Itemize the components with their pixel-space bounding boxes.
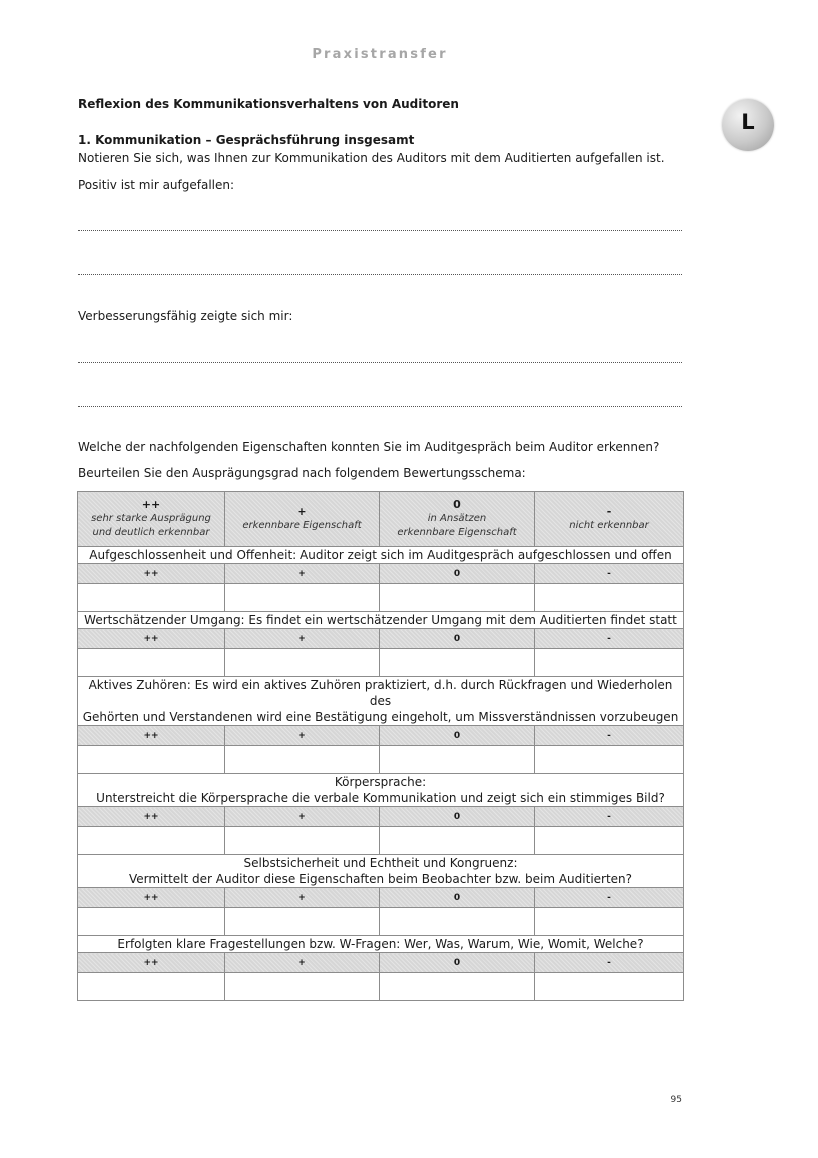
criterion-line: Aufgeschlossenheit und Offenheit: Auditor zeigt sich im Auditgespräch aufgeschlossen und offen [89, 548, 672, 562]
chapter-badge [722, 99, 774, 151]
rating-label: 0 [380, 564, 535, 584]
rating-label: + [225, 807, 380, 827]
scale-description: in Ansätzen [427, 513, 487, 524]
rating-label: + [225, 726, 380, 746]
rating-label: 0 [380, 807, 535, 827]
rating-label: - [535, 564, 684, 584]
scale-description: und deutlich erkennbar [92, 527, 210, 538]
answer-line[interactable] [78, 230, 682, 231]
rating-input-row [78, 649, 684, 677]
scale-header-cell [78, 492, 225, 547]
rating-label: ++ [78, 888, 225, 908]
rating-input-cell[interactable] [380, 746, 535, 774]
rating-label: + [225, 629, 380, 649]
answer-line[interactable] [78, 362, 682, 363]
question-text: Welche der nachfolgenden Eigenschaften konnten Sie im Auditgespräch beim Auditor erkennen? [78, 440, 660, 454]
scale-header-row [78, 492, 684, 547]
instruction-text: Notieren Sie sich, was Ihnen zur Kommunikation des Auditors mit dem Auditierten aufgefallen ist. [78, 151, 665, 165]
rating-label-row [78, 953, 684, 973]
criterion-row [78, 677, 684, 726]
rating-input-cell[interactable] [78, 973, 225, 1001]
rating-input-cell[interactable] [225, 827, 380, 855]
rating-label: 0 [380, 726, 535, 746]
criterion-line: Aktives Zuhören: Es wird ein aktives Zuhören praktiziert, d.h. durch Rückfragen und Wiederholen des [88, 678, 673, 708]
answer-line[interactable] [78, 406, 682, 407]
rating-input-cell[interactable] [535, 827, 684, 855]
rating-input-cell[interactable] [535, 908, 684, 936]
rating-label: - [535, 953, 684, 973]
scale-header-cell [380, 492, 535, 547]
rating-input-cell[interactable] [225, 908, 380, 936]
criterion-line: Selbstsicherheit und Echtheit und Kongruenz: [243, 856, 518, 870]
rating-label: ++ [78, 726, 225, 746]
rating-input-cell[interactable] [535, 973, 684, 1001]
rating-label: 0 [380, 888, 535, 908]
criterion-line: Körpersprache: [334, 775, 427, 789]
rating-label: + [225, 888, 380, 908]
scale-description: erkennbare Eigenschaft [397, 527, 517, 538]
rating-input-cell[interactable] [225, 973, 380, 1001]
rating-input-row [78, 973, 684, 1001]
rating-label-row [78, 888, 684, 908]
rating-input-cell[interactable] [78, 649, 225, 677]
rating-input-cell[interactable] [225, 649, 380, 677]
improvement-label: Verbesserungsfähig zeigte sich mir: [78, 309, 293, 323]
rating-label: ++ [78, 953, 225, 973]
criterion-row [78, 547, 684, 564]
scale-symbol: + [297, 505, 307, 518]
scale-header-cell [535, 492, 684, 547]
scale-symbol: ++ [141, 498, 161, 511]
criterion-line: Unterstreicht die Körpersprache die verbale Kommunikation und zeigt sich ein stimmiges Bild? [96, 791, 665, 805]
rating-input-cell[interactable] [380, 827, 535, 855]
rating-label: - [535, 726, 684, 746]
rating-label-row [78, 564, 684, 584]
criterion-line: Gehörten und Verstandenen wird eine Bestätigung eingeholt, um Missverständnissen vorzubeugen [82, 710, 679, 724]
criterion-text [78, 774, 684, 807]
rating-label: ++ [78, 564, 225, 584]
rating-input-cell[interactable] [380, 649, 535, 677]
rating-input-row [78, 584, 684, 612]
page-number: 95 [670, 1095, 682, 1105]
rating-label-row [78, 726, 684, 746]
rating-label-row [78, 807, 684, 827]
criterion-row [78, 936, 684, 953]
criterion-text [78, 547, 684, 564]
rating-input-cell[interactable] [78, 746, 225, 774]
rating-label: - [535, 629, 684, 649]
rating-input-cell[interactable] [225, 584, 380, 612]
rating-input-cell[interactable] [380, 584, 535, 612]
rating-input-cell[interactable] [78, 584, 225, 612]
rating-label: - [535, 807, 684, 827]
criterion-text [78, 677, 684, 726]
rating-label: ++ [78, 629, 225, 649]
document-title: Reflexion des Kommunikationsverhaltens von Auditoren [78, 97, 459, 111]
rating-input-cell[interactable] [380, 973, 535, 1001]
positive-label: Positiv ist mir aufgefallen: [78, 178, 235, 192]
rating-input-cell[interactable] [535, 584, 684, 612]
rating-label: + [225, 564, 380, 584]
rating-input-cell[interactable] [78, 827, 225, 855]
rating-intro-text: Beurteilen Sie den Ausprägungsgrad nach folgendem Bewertungsschema: [78, 466, 526, 480]
criterion-row [78, 855, 684, 888]
criterion-row [78, 774, 684, 807]
rating-label-row [78, 629, 684, 649]
rating-label: 0 [380, 629, 535, 649]
rating-input-row [78, 746, 684, 774]
rating-label: ++ [78, 807, 225, 827]
criterion-row [78, 612, 684, 629]
scale-description: erkennbare Eigenschaft [242, 520, 362, 531]
rating-input-cell[interactable] [225, 746, 380, 774]
scale-description: sehr starke Ausprägung [91, 513, 211, 524]
rating-table [77, 491, 684, 1001]
criterion-line: Vermittelt der Auditor diese Eigenschaften beim Beobachter bzw. beim Auditierten? [128, 872, 633, 886]
scale-header-cell [225, 492, 380, 547]
criterion-text [78, 855, 684, 888]
scale-description: nicht erkennbar [569, 520, 649, 531]
rating-label: 0 [380, 953, 535, 973]
page-header-title: Praxistransfer [312, 47, 448, 62]
section-title: 1. Kommunikation – Gesprächsführung insgesamt [78, 133, 415, 147]
rating-input-cell[interactable] [535, 649, 684, 677]
rating-input-cell[interactable] [535, 746, 684, 774]
rating-input-row [78, 827, 684, 855]
criterion-text [78, 612, 684, 629]
criterion-line: Wertschätzender Umgang: Es findet ein wertschätzender Umgang mit dem Auditierten findet statt [84, 613, 677, 627]
scale-symbol: 0 [453, 498, 461, 511]
chapter-badge-letter: L [741, 110, 755, 134]
rating-input-row [78, 908, 684, 936]
answer-line[interactable] [78, 274, 682, 275]
criterion-line: Erfolgten klare Fragestellungen bzw. W-Fragen: Wer, Was, Warum, Wie, Womit, Welche? [117, 937, 644, 951]
rating-input-cell[interactable] [78, 908, 225, 936]
rating-label: + [225, 953, 380, 973]
scale-symbol: - [606, 505, 612, 518]
criterion-text [78, 936, 684, 953]
rating-input-cell[interactable] [380, 908, 535, 936]
rating-label: - [535, 888, 684, 908]
